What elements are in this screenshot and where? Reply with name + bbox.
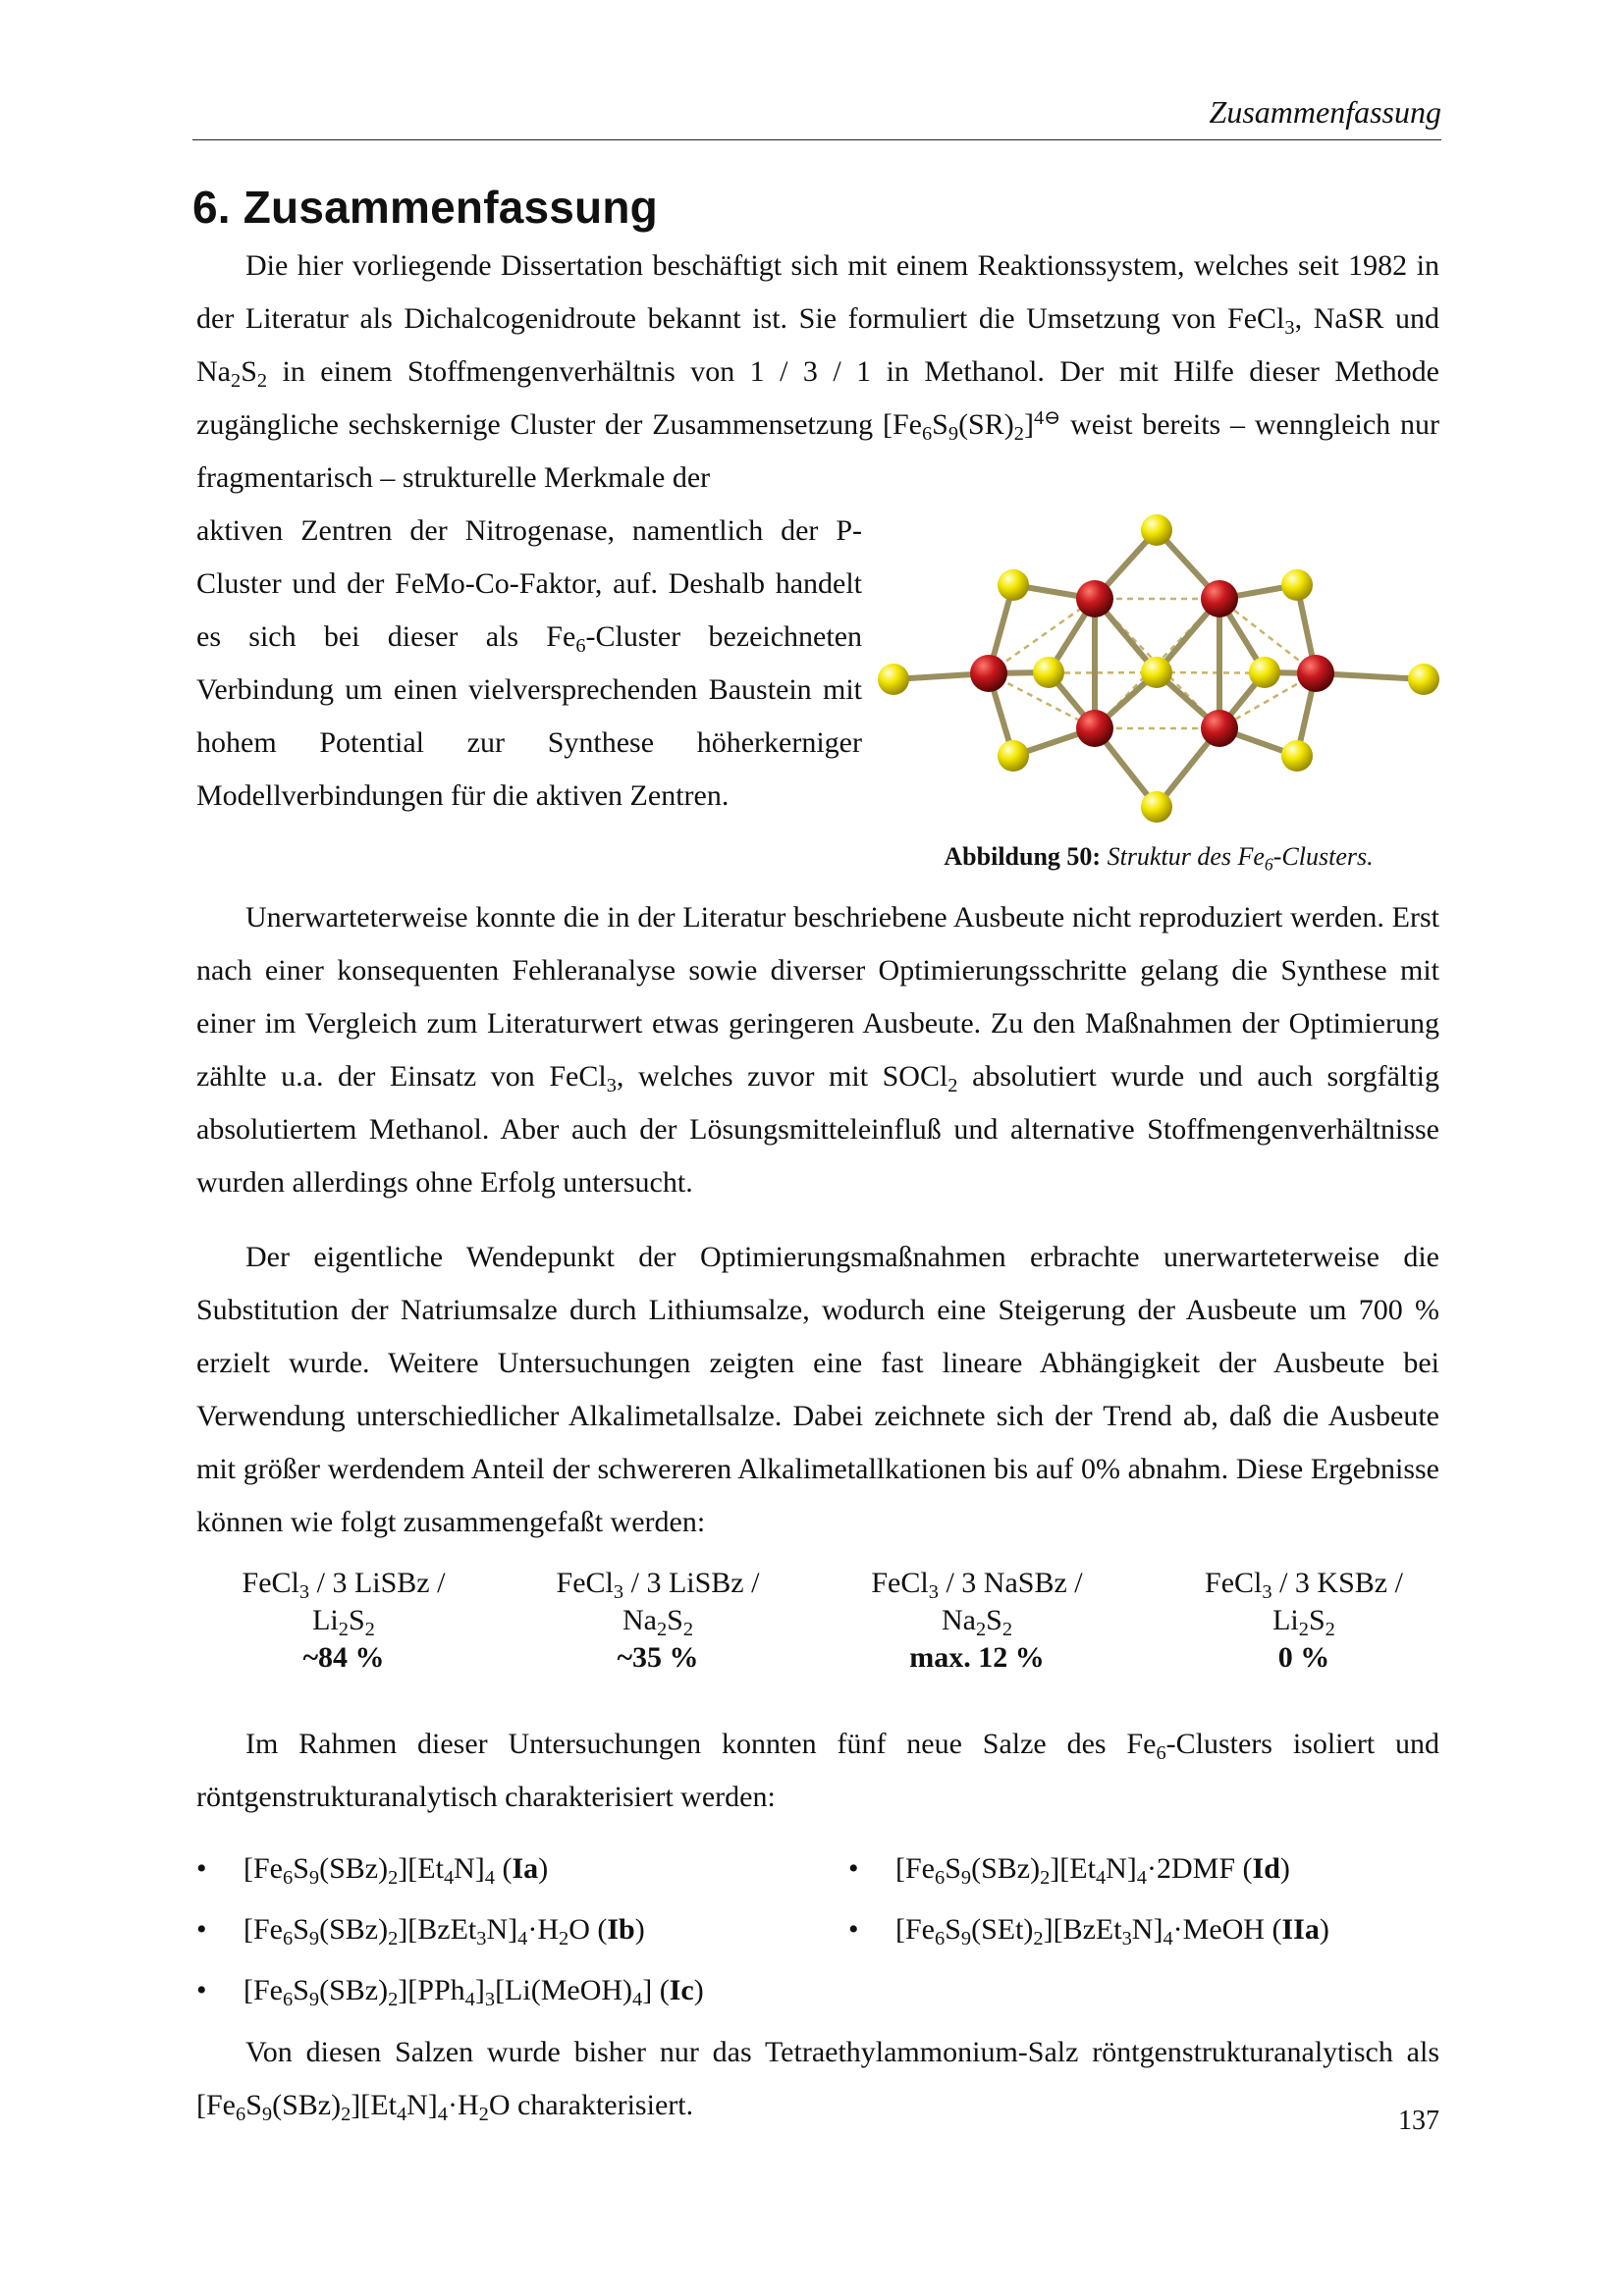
yield-value: 0 %: [1277, 1641, 1330, 1674]
paragraph-conclusion: Von diesen Salzen wurde bisher nur das Tetraethylammonium-Salz röntgenstrukturanalytisch als $[Fe_6S_9(SBz)_2][Et_4N]_4\cdot H_2O$ charakterisiert.: [196, 2036, 1439, 2126]
yield-column-1: FeCl$_3$ / 3 LiSBz / $Li_2S_2$ ~84 %: [196, 1565, 491, 1677]
yield-column-3: FeCl$_3$ / 3 NaSBz / $Na_2S_2$ max. 12 %: [830, 1565, 1124, 1677]
sulfur-atom: [878, 664, 909, 695]
sulfur-atom: [1408, 664, 1439, 695]
iron-atom: [1076, 710, 1113, 747]
running-head: Zusammenfassung: [1209, 94, 1441, 130]
yield-value: max. 12 %: [909, 1641, 1045, 1674]
iron-atom: [1297, 655, 1334, 692]
sulfur-atom: [1281, 740, 1313, 772]
page-number: 137: [1398, 2106, 1439, 2136]
sulfur-atom: [1141, 791, 1172, 823]
sulfur-atom: [1141, 514, 1172, 546]
sulfur-atom: [1281, 569, 1313, 601]
iron-atom: [970, 655, 1007, 692]
paragraph-turning-point: Der eigentliche Wendepunkt der Optimierungsmaßnahmen erbrachte unerwarteterweise die Substitution der Natriumsalze durch Lithiumsalze, wodurch eine Steigerung der Ausbeute um 700 % erzielt wurde. Weitere Untersuchungen zeigten eine fast lineare Abhängigkeit der Ausbeute bei Verwendung unterschiedlicher Alkalimetallsalze. Dabei zeichnete sich der Trend ab, daß die Ausbeute mit größer werdendem Anteil der schwereren Alkalimetallkationen bis auf 0% abnahm. Diese Ergebnisse können wie folgt zusammengefaßt werden:: [196, 1241, 1439, 1538]
section-heading: 6. Zusammenfassung: [192, 182, 658, 233]
iron-atom: [1076, 580, 1113, 617]
yield-value: ~35 %: [617, 1641, 699, 1674]
header-rule: [192, 139, 1441, 140]
sulfur-atom: [1141, 657, 1172, 688]
list-item: • $[Fe_6S_9(SBz)_2][BzEt_3N]_4\cdot H_2O$ (Ib): [196, 1913, 645, 1950]
sulfur-atom: [1249, 657, 1280, 688]
sulfur-atom: [998, 740, 1029, 772]
sulfur-atom: [998, 569, 1029, 601]
paragraph-intro: Die hier vorliegende Dissertation beschäftigt sich mit einem Reaktionssystem, welches seit 1982 in der Literatur als Dichalcogenidroute bekannt ist. Sie formuliert die Umsetzung von FeCl$_3$, NaSR und $Na_2S_2$ in einem Stoffmengenverhältnis von 1 / 3 / 1 in Methanol. Der mit Hilfe dieser Methode zugängliche sechskernige Cluster der Zusammensetzung $[Fe_6S_9(SR)_2]^{4⊖}$ weist bereits – wenngleich nur fragmentarisch – strukturelle Merkmale der: [196, 249, 1439, 494]
list-item: • $[Fe_6S_9(SBz)_2][Et_4N]_4\cdot 2DMF$ (Id): [848, 1852, 1290, 1890]
iron-atom: [1201, 710, 1238, 747]
iron-atom: [1201, 580, 1238, 617]
fe6-cluster-figure: [874, 499, 1443, 862]
list-item: • $[Fe_6S_9(SBz)_2][PPh_4]_3[Li(MeOH)_4]$ (Ic): [196, 1974, 704, 2011]
figure-caption: Abbildung 50: Struktur des $Fe_6$-Clusters.: [944, 842, 1374, 875]
sulfur-atom: [1033, 657, 1064, 688]
paragraph-wrap-figure: aktiven Zentren der Nitrogenase, namentlich der P-Cluster und der FeMo-Co-Faktor, auf. Deshalb handelt es sich bei dieser als $Fe_6$-Cluster bezeichneten Verbindung um einen vielversprechenden Baustein mit hohem Potential zur Synthese höherkerniger Modellverbindungen für die aktiven Zentren.: [196, 514, 863, 812]
yield-value: ~84 %: [302, 1641, 385, 1674]
atoms: [878, 514, 1439, 823]
yield-column-4: FeCl$_3$ / 3 KSBz / $Li_2S_2$ 0 %: [1157, 1565, 1451, 1677]
list-item: • $[Fe_6S_9(SBz)_2][Et_4N]_4$ (Ia): [196, 1852, 549, 1890]
paragraph-optimization: Unerwarteterweise konnte die in der Literatur beschriebene Ausbeute nicht reproduziert werden. Erst nach einer konsequenten Fehleranalyse sowie diverser Optimierungsschritte gelang die Synthese mit einer im Vergleich zum Literaturwert etwas geringeren Ausbeute. Zu den Maßnahmen der Optimierung zählte u.a. der Einsatz von FeCl$_3$, welches zuvor mit SOCl$_2$ absolutiert wurde und auch sorgfältig absolutiertem Methanol. Aber auch der Lösungsmitteleinfluß und alternative Stoffmengenverhältnisse wurden allerdings ohne Erfolg untersucht.: [196, 901, 1439, 1199]
yield-column-2: FeCl$_3$ / 3 LiSBz / $Na_2S_2$ ~35 %: [511, 1565, 805, 1677]
yield-comparison: [196, 1565, 1439, 1692]
paragraph-salts-intro: Im Rahmen dieser Untersuchungen konnten fünf neue Salze des $Fe_6$-Clusters isoliert und röntgenstrukturanalytisch charakterisiert werden:: [196, 1728, 1439, 1813]
list-item: • $[Fe_6S_9(SEt)_2][BzEt_3N]_4\cdot MeOH$ (IIa): [848, 1913, 1329, 1950]
fe6-cluster-structure: [874, 499, 1443, 862]
